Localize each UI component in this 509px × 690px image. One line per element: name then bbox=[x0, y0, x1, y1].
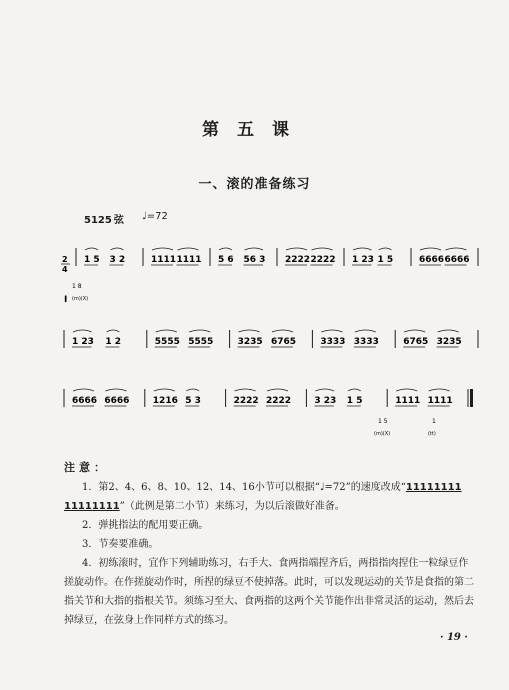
pluck-mark bbox=[106, 330, 119, 332]
pluck-mark bbox=[272, 330, 293, 332]
note-2: 2．弹挑指法的配用要正确。 bbox=[82, 520, 209, 531]
note-group: 6765 bbox=[271, 337, 297, 347]
note-group: 1111 bbox=[395, 396, 421, 406]
pluck-mark bbox=[267, 389, 288, 391]
pluck-mark bbox=[154, 389, 175, 391]
pluck-mark bbox=[73, 389, 94, 391]
pluck-mark bbox=[353, 248, 372, 250]
pluck-mark bbox=[348, 389, 361, 391]
pluck-mark bbox=[438, 330, 459, 332]
note-group: 6666 bbox=[104, 396, 130, 406]
note-group: 3333 bbox=[353, 337, 379, 347]
note-3: 3．节奏要准确。 bbox=[82, 539, 159, 550]
pluck-mark bbox=[245, 248, 264, 250]
svg-text:1 5: 1 5 bbox=[378, 418, 388, 425]
note-group: 2222 bbox=[285, 255, 311, 265]
pluck-mark bbox=[235, 389, 256, 391]
note-group: 3235 bbox=[237, 337, 263, 347]
notation-row-1 bbox=[60, 240, 480, 310]
time-signature bbox=[61, 255, 70, 274]
note-group: 2222 bbox=[266, 396, 292, 406]
note-group: 2222 bbox=[310, 255, 336, 265]
note-group: 6765 bbox=[403, 337, 429, 347]
notation-row-2 bbox=[60, 322, 480, 362]
note-group: 2222 bbox=[233, 396, 259, 406]
svg-text:(m)(X): (m)(X) bbox=[72, 296, 89, 302]
note-group: 1111 bbox=[176, 255, 202, 265]
pluck-mark bbox=[105, 389, 126, 391]
pluck-mark bbox=[446, 248, 467, 250]
pluck-mark bbox=[239, 330, 260, 332]
pluck-mark bbox=[186, 389, 199, 391]
page-number: · 19 · bbox=[440, 632, 468, 643]
note-1-tail: ”（此例是第二小节）来练习，为以后滚做好准备。 bbox=[119, 501, 345, 512]
svg-text:1: 1 bbox=[432, 418, 436, 425]
tuning-string-word: 弦 bbox=[113, 215, 124, 226]
note-group: 6666 bbox=[444, 255, 470, 265]
svg-text:(m)(X): (m)(X) bbox=[374, 431, 391, 437]
note-group: 56 3 bbox=[243, 255, 266, 265]
note-group: 1216 bbox=[152, 396, 178, 406]
tuning-notes: 5125 bbox=[84, 215, 112, 226]
notes-title: 注意： bbox=[64, 461, 109, 474]
note-1-example: 11111111 11111111 bbox=[64, 482, 462, 512]
pluck-mark bbox=[219, 248, 232, 250]
note-1 bbox=[64, 478, 474, 516]
note-group: 5 6 bbox=[218, 255, 234, 265]
final-barline bbox=[470, 389, 473, 407]
note-group: 3 23 bbox=[314, 396, 337, 406]
pluck-mark bbox=[355, 330, 376, 332]
pluck-mark bbox=[315, 389, 334, 391]
pluck-mark bbox=[404, 330, 425, 332]
pluck-mark bbox=[73, 330, 92, 332]
note-4: 4．初练滚时，宜作下列辅助练习，右手大、食两指端捏齐后，两指指肉捏住一粒绿豆作搓旋动作。在作搓旋动作时，所捏的绿豆不使掉落。此时，可以发现运动的关节是食指的第二指关节和大指的指根关节。须练习至大、食两指的这两个关节能作出非常灵活的运动，然后去掉绿豆，在弦身上作同样方式的练习。 bbox=[64, 558, 474, 626]
pluck-mark bbox=[321, 330, 342, 332]
tuning-label bbox=[84, 211, 126, 226]
pluck-mark bbox=[152, 248, 173, 250]
pluck-mark bbox=[286, 248, 307, 250]
pluck-mark bbox=[111, 248, 124, 250]
note-group: 5555 bbox=[154, 337, 180, 347]
svg-text:I: I bbox=[64, 295, 68, 305]
pluck-mark bbox=[156, 330, 177, 332]
svg-text:(tt): (tt) bbox=[428, 431, 436, 437]
pluck-mark bbox=[379, 248, 392, 250]
svg-text:1 8: 1 8 bbox=[72, 283, 82, 290]
note-group: 1 5 bbox=[346, 396, 363, 406]
note-group: 1 23 bbox=[72, 337, 94, 347]
pluck-mark bbox=[312, 248, 333, 250]
pluck-mark bbox=[429, 389, 450, 391]
note-group: 3235 bbox=[436, 337, 462, 347]
note-1-lead: 1．第2、4、6、8、10、12、14、16小节可以根据“♩=72”的速度改成“ bbox=[82, 482, 406, 493]
tempo-mark: ♩=72 bbox=[142, 211, 168, 222]
note-group: 3333 bbox=[320, 337, 346, 347]
pluck-mark bbox=[189, 330, 210, 332]
note-group: 1 2 bbox=[105, 337, 122, 347]
note-group: 5 3 bbox=[185, 396, 201, 406]
lesson-title: 第五课 bbox=[202, 120, 307, 140]
note-group: 6666 bbox=[72, 396, 98, 406]
pluck-mark bbox=[420, 248, 441, 250]
notation-row-3 bbox=[60, 385, 480, 445]
svg-text:4: 4 bbox=[62, 265, 68, 274]
section-title: 一、滚的准备练习 bbox=[198, 177, 311, 192]
note-group: 1 23 bbox=[352, 255, 374, 265]
note-group: 1 5 bbox=[84, 255, 100, 265]
note-group: 6666 bbox=[419, 255, 445, 265]
note-group: 3 2 bbox=[109, 255, 126, 265]
pluck-mark bbox=[396, 389, 417, 391]
svg-text:2: 2 bbox=[62, 255, 68, 264]
pluck-mark bbox=[178, 248, 199, 250]
pluck-mark bbox=[85, 248, 98, 250]
note-group: 1111 bbox=[151, 255, 177, 265]
note-group: 1 5 bbox=[377, 255, 394, 265]
note-group: 5555 bbox=[188, 337, 214, 347]
note-group: 1111 bbox=[427, 396, 453, 406]
